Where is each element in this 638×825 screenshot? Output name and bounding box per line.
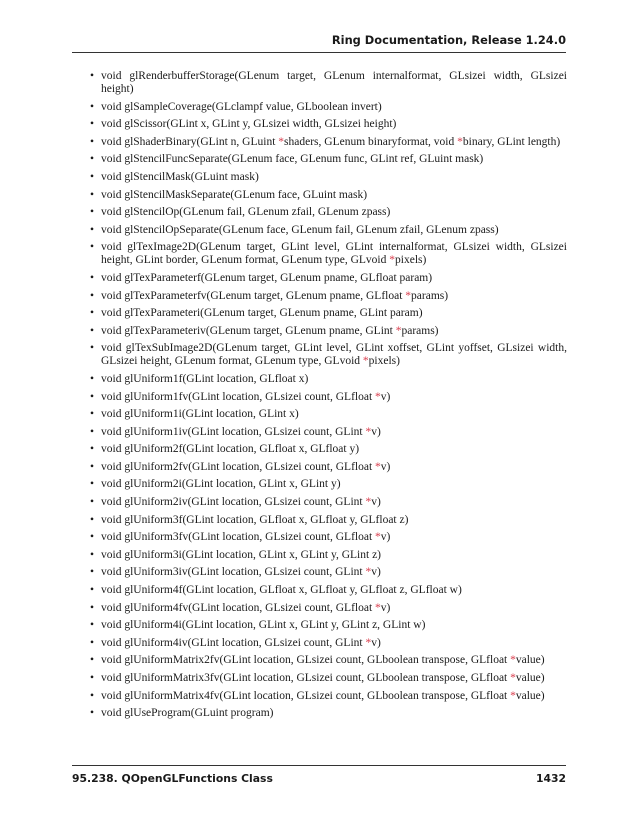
pointer-star: * [457,135,463,148]
signature-text: params) [401,324,439,337]
bullet-icon: • [90,654,95,667]
function-signature-item [89,549,567,562]
pointer-star: * [405,289,412,302]
function-signature-item [89,654,567,667]
signature-text: void glStencilOp(GLenum fail, GLenum zfail, GLenum zpass) [101,206,391,219]
pointer-star: * [362,355,369,368]
function-signature-item [89,478,567,491]
signature-text: void glTexParameteriv(GLenum target, GLenum pname, GLint [101,324,396,337]
signature-text: void glSampleCoverage(GLclampf value, GLboolean invert) [101,100,382,113]
function-signature-item [89,241,567,267]
function-signature-item [89,672,567,685]
signature-text: void glTexImage2D(GLenum target, GLint level, GLint internalformat, GLsizei width, GLsizei height, GLint border, GLenum format, GLenum type, GLvoid [101,241,567,267]
function-signature-item [89,496,567,509]
function-signature-item [89,171,567,184]
signature-text: void glRenderbufferStorage(GLenum target, GLenum internalformat, GLsizei width, GLsizei height) [101,70,567,95]
pointer-star: * [365,496,372,509]
signature-text: void glUniform4fv(GLint location, GLsizei count, GLfloat [101,601,376,614]
signature-text: void glShaderBinary(GLint n, GLuint [101,135,279,148]
pointer-star: * [389,254,396,267]
function-signature-item [89,443,567,456]
signature-text: value) [515,672,545,684]
bullet-icon: • [90,513,95,526]
bullet-icon: • [90,70,95,82]
bullet-icon: • [90,118,95,131]
pointer-star: * [365,425,372,438]
function-signature-item [89,101,567,114]
signature-text: void glStencilMask(GLuint mask) [101,170,259,183]
bullet-icon: • [90,135,95,148]
signature-text: void glTexParameterfv(GLenum target, GLenum pname, GLfloat [101,289,406,302]
pointer-star: * [510,654,516,667]
signature-text: void glUniform3f(GLint location, GLfloat x, GLfloat y, GLfloat z) [101,513,409,526]
signature-text: void glScissor(GLint x, GLint y, GLsizei width, GLsizei height) [101,118,397,131]
signature-text: v) [371,636,381,649]
function-list [89,70,567,725]
function-signature-item [89,118,567,131]
bullet-icon: • [90,342,95,355]
bullet-icon: • [90,372,95,385]
bullet-icon: • [90,707,95,720]
signature-text: void glStencilFuncSeparate(GLenum face, GLenum func, GLint ref, GLuint mask) [101,153,484,166]
pointer-star: * [375,390,381,403]
pointer-star: * [375,531,381,544]
signature-text: v) [380,601,391,614]
function-signature-item [89,391,567,404]
signature-text: void glUniform2f(GLint location, GLfloat x, GLfloat y) [101,443,360,456]
pointer-star: * [278,135,285,148]
bullet-icon: • [90,241,95,254]
signature-text: v) [380,460,391,473]
running-header: Ring Documentation, Release 1.24.0 [331,33,566,47]
function-signature-item [89,514,567,527]
pointer-star: * [375,601,381,614]
function-signature-item [89,637,567,650]
signature-text: v) [380,390,391,403]
bullet-icon: • [90,223,95,236]
function-signature-item [89,566,567,579]
pointer-star: * [365,636,372,649]
bullet-icon: • [90,443,95,456]
signature-text: void glUniform2i(GLint location, GLint x, GLint y) [101,478,341,491]
signature-text: v) [371,425,381,438]
footer-section-title: 95.238. QOpenGLFunctions Class [72,772,273,785]
function-signature-item [89,70,567,96]
signature-text: void glUniformMatrix2fv(GLint location, GLsizei count, GLboolean transpose, GLfloat [101,654,511,667]
signature-text: void glUniform4iv(GLint location, GLsizei count, GLint [101,636,366,649]
function-signature-item [89,307,567,320]
function-signature-item [89,619,567,632]
bullet-icon: • [90,496,95,509]
bullet-icon: • [90,548,95,561]
function-signature-item [89,461,567,474]
function-signature-item [89,408,567,421]
function-signature-item [89,426,567,439]
pointer-star: * [510,672,516,684]
signature-text: void glTexSubImage2D(GLenum target, GLint level, GLint xoffset, GLint yoffset, GLsizei width, GLsizei height, GLenum format, GLenum type, GLvoid [101,342,567,368]
function-signature-item [89,690,567,703]
function-signature-item [89,290,567,303]
bullet-icon: • [90,566,95,579]
bullet-icon: • [90,170,95,183]
header-rule [72,52,566,53]
signature-text: void glUniformMatrix3fv(GLint location, GLsizei count, GLboolean transpose, GLfloat [101,672,511,684]
signature-text: void glStencilMaskSeparate(GLenum face, GLuint mask) [101,188,368,201]
bullet-icon: • [90,689,95,702]
function-signature-item [89,325,567,338]
bullet-icon: • [90,460,95,473]
bullet-icon: • [90,289,95,302]
pointer-star: * [375,460,381,473]
function-signature-item [89,373,567,386]
signature-text: void glUniform3iv(GLint location, GLsizei count, GLint [101,566,366,579]
pointer-star: * [395,324,402,337]
signature-text: void glUniform4f(GLint location, GLfloat x, GLfloat y, GLfloat z, GLfloat w) [101,584,462,597]
footer-rule [72,765,566,766]
bullet-icon: • [90,584,95,597]
signature-text: void glUniform4i(GLint location, GLint x, GLint y, GLint z, GLint w) [101,619,426,632]
pointer-star: * [510,689,516,702]
signature-text: void glTexParameterf(GLenum target, GLenum pname, GLfloat param) [101,271,433,284]
function-signature-item [89,602,567,615]
signature-text: v) [380,531,391,544]
signature-text: void glUniform2iv(GLint location, GLsizei count, GLint [101,496,366,509]
bullet-icon: • [90,271,95,284]
signature-text: void glUniform1iv(GLint location, GLsizei count, GLint [101,425,366,438]
function-signature-item [89,224,567,237]
signature-text: binary, GLint length) [462,135,561,148]
bullet-icon: • [90,636,95,649]
function-signature-item [89,707,567,720]
signature-text: v) [371,566,381,579]
signature-text: void glUniform3fv(GLint location, GLsizei count, GLfloat [101,531,376,544]
bullet-icon: • [90,390,95,403]
page-number: 1432 [535,772,566,785]
signature-text: params) [411,289,449,302]
bullet-icon: • [90,188,95,201]
bullet-icon: • [90,100,95,113]
function-signature-item [89,136,567,149]
signature-text: void glUniform1f(GLint location, GLfloat x) [101,372,309,385]
signature-text: pixels) [368,355,400,368]
bullet-icon: • [90,324,95,337]
signature-text: void glTexParameteri(GLenum target, GLenum pname, GLint param) [101,307,423,320]
signature-text: void glUniformMatrix4fv(GLint location, GLsizei count, GLboolean transpose, GLfloat [101,689,511,702]
signature-text: v) [371,496,381,509]
bullet-icon: • [90,425,95,438]
bullet-icon: • [90,672,95,684]
pointer-star: * [365,566,372,579]
signature-text: void glUniform1i(GLint location, GLint x) [101,408,299,421]
bullet-icon: • [90,619,95,632]
signature-text: shaders, GLenum binaryformat, void [284,135,458,148]
signature-text: value) [515,654,545,667]
signature-text: void glUseProgram(GLuint program) [101,707,274,720]
signature-text: void glStencilOpSeparate(GLenum face, GLenum fail, GLenum zfail, GLenum zpass) [101,223,499,236]
function-signature-item [89,189,567,202]
function-signature-item [89,153,567,166]
bullet-icon: • [90,153,95,166]
function-signature-item [89,206,567,219]
signature-text: void glUniform3i(GLint location, GLint x, GLint y, GLint z) [101,548,382,561]
bullet-icon: • [90,601,95,614]
bullet-icon: • [90,478,95,491]
signature-text: void glUniform2fv(GLint location, GLsizei count, GLfloat [101,460,376,473]
function-signature-item [89,342,567,368]
bullet-icon: • [90,206,95,219]
function-signature-item [89,531,567,544]
signature-text: void glUniform1fv(GLint location, GLsizei count, GLfloat [101,390,376,403]
signature-text: value) [515,689,545,702]
function-signature-item [89,272,567,285]
function-signature-item [89,584,567,597]
bullet-icon: • [90,531,95,544]
bullet-icon: • [90,408,95,421]
bullet-icon: • [90,307,95,320]
signature-text: pixels) [395,254,427,267]
